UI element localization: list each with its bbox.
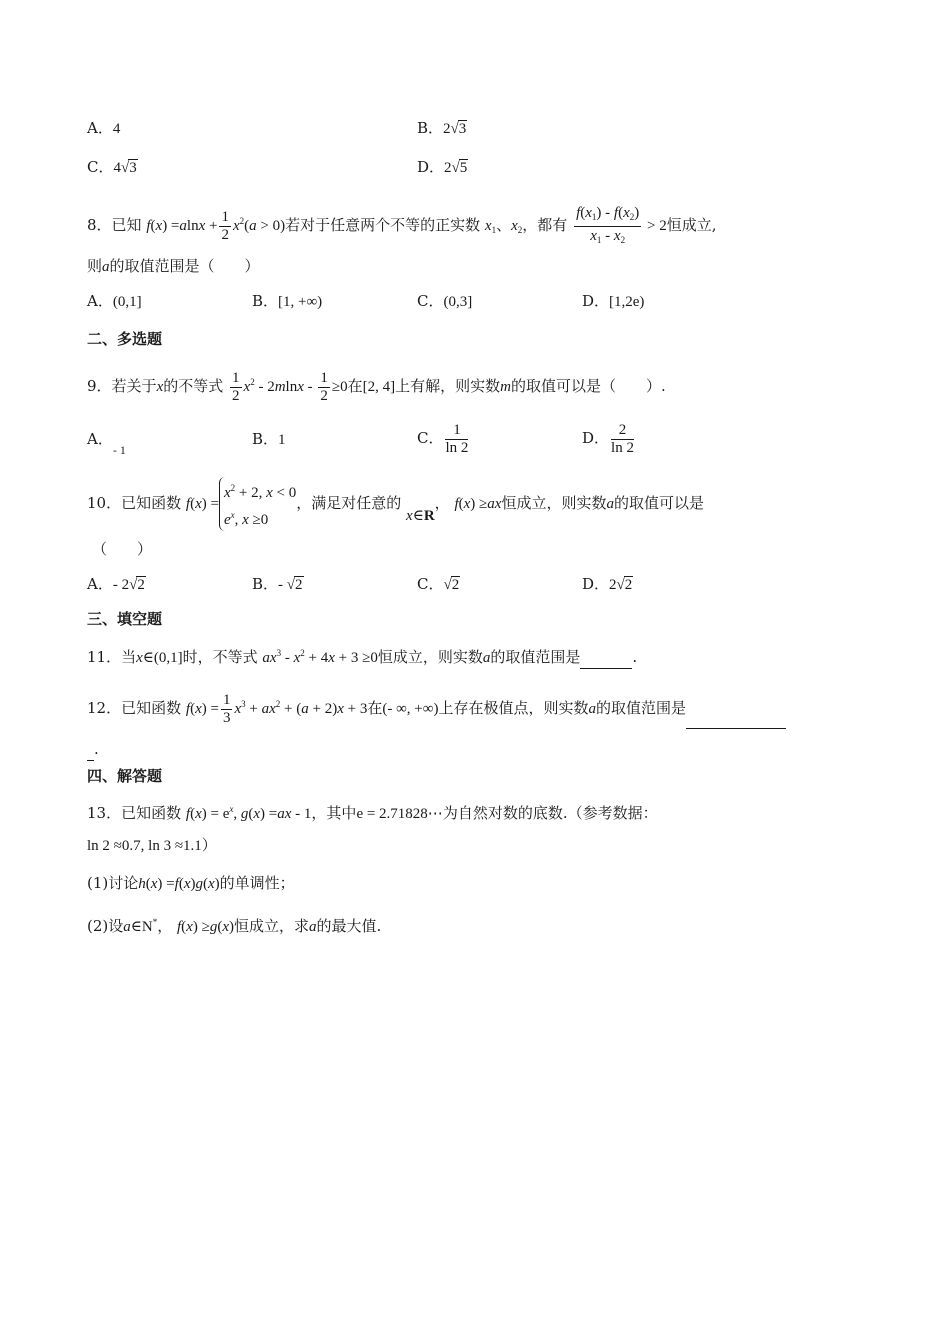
q13-part-2: (2)设a∈N*， f(x) ≥g(x)恒成立，求a的最大值. — [87, 917, 382, 935]
q8-stem: 8．已知 f(x) =alnx + $\frac{1}{2}$ $x^2(a > 0)$若对于任意两个不等的正实数 $x_1$、$x_2$，都有 $\frac{f(x_1) - f(x_2)}{x_1 - x_2}$ > 2恒成立, — [87, 204, 717, 245]
q10-answer-paren: （ ） — [92, 540, 153, 558]
q8-option-d: D．[1,2e) — [582, 292, 645, 310]
q8-option-a: A．(0,1] — [87, 292, 142, 310]
q11-stem: 11．当x∈(0,1]时，不等式 $ax^3 - x^2 + 4x + 3 \ge 0$恒成立，则实数a的取值范围是 . — [87, 642, 637, 669]
q7-option-c: C．4√3 — [87, 158, 137, 176]
section-heading-fill: 三、填空题 — [87, 610, 163, 628]
q10-stem: 10．已知函数 f(x) = $x^2 + 2$, x < 0 $e^x$, x ≥0 ，满足对任意的 x∈R， f(x) ≥ax恒成立，则实数a的取值可以是 — [87, 477, 704, 531]
q7-option-a: A．4 — [87, 119, 121, 137]
q8-stem-cont: 则a的取值范围是（ ） — [87, 257, 260, 275]
q10-option-b: B．- √2 — [252, 575, 303, 593]
q9-option-d: D． $\frac{2}{\ln 2}$ — [582, 421, 634, 456]
q13-part-1: (1)讨论h(x) =f(x)g(x)的单调性； — [87, 874, 295, 892]
q13-stem: 13．已知函数 $f(x) = e^x$, g(x) =ax - 1，其中e = 2.71828⋯为自然对数的底数.（参考数据： — [87, 804, 658, 822]
q7-option-d: D．2√5 — [417, 158, 468, 176]
section-heading-multi: 二、多选题 — [87, 330, 163, 348]
q9-option-b: B．1 — [252, 430, 286, 448]
q7-option-b: B．2√3 — [417, 119, 467, 137]
q10-option-c: C．√2 — [417, 575, 460, 593]
section-heading-solve: 四、解答题 — [87, 767, 163, 785]
q10-option-d: D．2√2 — [582, 575, 633, 593]
q13-reference-data: ln 2 ≈0.7, ln 3 ≈1.1） — [87, 838, 217, 854]
q12-stem-cont: . — [87, 738, 99, 761]
q10-option-a: A．- 2√2 — [87, 575, 145, 593]
q9-stem: 9．若关于x的不等式 $\frac{1}{2}$ $x^2 - 2mlnx$ - $\frac{1}{2}$ ≥0在[2, 4]上有解，则实数m的取值可以是（ ）. — [87, 369, 666, 404]
q9-option-c: C． $\frac{1}{\ln 2}$ — [417, 421, 469, 456]
q12-stem: 12．已知函数 f(x) = $\frac{1}{3}$ $x^3 + ax^2 + (a + 2)x + 3$在(- ∞, +∞)上存在极值点，则实数a的取值范围是 — [87, 684, 786, 729]
q8-option-b: B．[1, +∞) — [252, 292, 323, 310]
q8-option-c: C．(0,3] — [417, 292, 473, 310]
q9-option-a: A．$_{- 1}$ — [87, 430, 126, 457]
